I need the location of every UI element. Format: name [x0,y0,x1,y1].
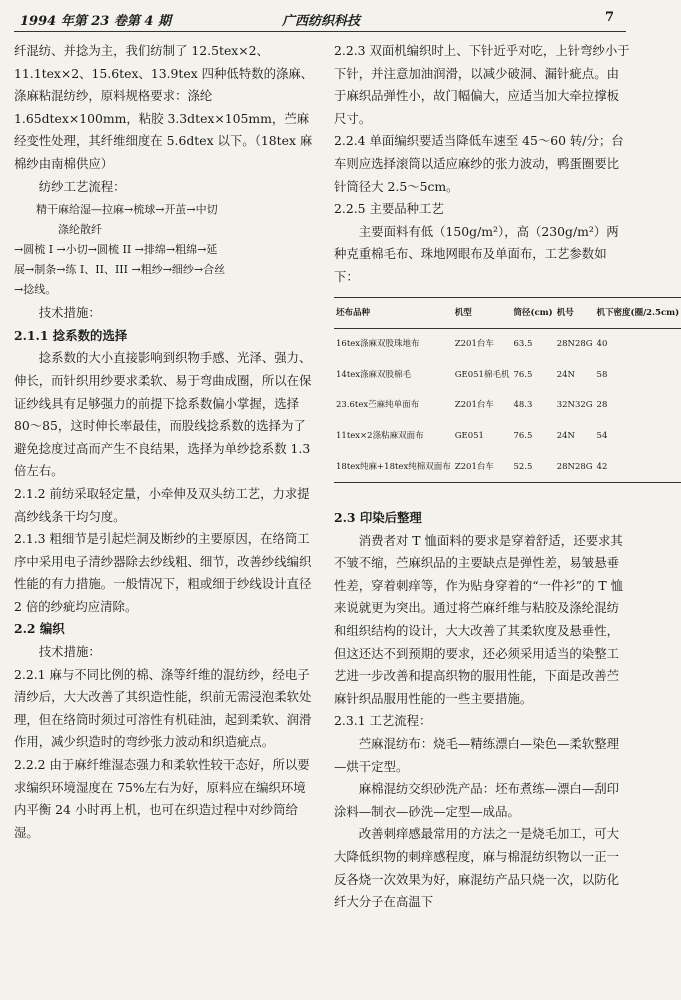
journal-title: 广西纺织科技 [282,14,361,29]
process-flow [14,200,316,300]
flow-line-5 [14,260,316,280]
flow-step: →圆梳 I →小切→圆梳 II →排绵→粗绵→延 [14,243,218,257]
header-rule [14,31,626,32]
section-heading: 2.3 印染后整理 [334,510,422,526]
table-header-cell: 机型 [454,307,472,318]
table-cell: 28N28G [556,461,593,472]
paragraph: 2.2.1 麻与不同比例的棉、涤等纤维的混纺纱，经电子清纱后，大大改善了其织造性能，织前无需浸泡柔软处理，但在络筒时须过可溶性有机硅油，起到柔软、润滑作用，减少织造时的弯纱张力波动和织造疵点。 [14,666,312,750]
left-paragraphs-continued [14,302,316,844]
table-cell: 24N [556,369,575,380]
paragraph: 2.2.4 单面编织要适当降低车速至 45～60 转/分；台车则应选择滚筒以适应麻纱的张力波动，鸭蛋圈要比针筒径大 2.5～5cm。 [334,133,624,194]
table-row [334,421,681,452]
table-cell: 52.5 [513,461,533,472]
paragraph: 2.1.3 粗细节是引起烂洞及断纱的主要原因，在络筒工序中采用电子清纱器除去纱线粗、细节，改善纱线编织性能的有力措施。一般情况下，粗或细于纱线设计直径 2 倍的纱疵均应清除。 [14,531,312,614]
paragraph: 2.2.2 由于麻纤维湿态强力和柔软性较干态好，所以要求编织环境湿度在 75%左右为好，原料应在编织环境内平衡 24 小时再上机，也可在织造过程中对纱筒给湿。 [14,757,310,840]
spacer [334,493,630,507]
table-cell: 48.3 [513,400,533,411]
paragraph: 2.2.3 双面机编织时上、下针近乎对吃，上针弯纱小于下针，并注意加油润滑，以减少破洞、漏针疵点。由于麻织品弹性小，故门幅偏大，应适当加大牵拉撑板尺寸。 [334,43,630,126]
flow-line-4 [14,240,316,260]
right-column [334,40,680,914]
table-header-cell: 机号 [556,307,574,318]
page-number: 7 [604,10,614,25]
section-heading: 2.2 编织 [14,621,65,637]
paragraph: 纺纱工艺流程： [38,178,126,194]
flow-step: 精干麻给湿—拉麻 [36,203,124,217]
flow-step: 展→制条→练 I、II、III →粗纱→细纱→合丝 [14,263,226,277]
table-row [334,329,681,360]
table-header-cell: 机下密度(圈/2.5cm) [596,307,680,318]
left-column [14,40,316,844]
table-cell: 32N32G [556,400,593,411]
table-cell: 42 [596,461,608,472]
flow-step: →捻线。 [14,283,57,297]
right-paragraphs-continued [334,507,630,914]
table-cell: 23.6tex苎麻纯单面布 [336,400,420,411]
table-cell: 16tex涤麻双股珠地布 [336,339,420,350]
paragraph: 技术措施： [38,644,101,660]
table-cell: 18tex纯麻+18tex纯棉双面布 [336,461,451,472]
paragraph: 改善刺痒感最常用的方法之一是烧毛加工，可大大降低织物的刺痒感程度，麻与棉混纺织物以一正一反各烧一次效果为好，麻混纺产品只烧一次，以防化纤大分子在高温下 [334,826,619,910]
paragraph: 纤混纺、并捻为主，我们纺制了 12.5tex×2、11.1tex×2、15.6tex、13.9tex 四种低特数的涤麻、涤麻粘混纺纱，原料规格要求：涤纶 1.65dtex×100mm，粘胶 3.3dtex×105mm，苎麻经变性处理，其纤维细度在 5.6dtex 以下。（18tex 麻棉纱由南棉供应） [14,43,314,171]
paragraph: 主要面料有低（150g/m²），高（230g/m²）两种克重棉毛布、珠地网眼布及单面布，工艺参数如下： [334,223,619,284]
table-cell: 54 [596,430,608,441]
flow-line-3 [14,220,316,240]
flow-step: →梳球→开茧→中切 [124,203,218,217]
paragraph: 技术措施： [38,305,101,321]
table-cell: Z201台车 [454,400,494,411]
right-paragraphs [334,40,630,289]
table-cell: 14tex涤麻双股棉毛 [336,369,412,380]
table-header-cell: 坯布品种 [336,307,371,318]
table-cell: 63.5 [513,339,533,350]
table-cell: Z201台车 [454,461,494,472]
table-cell: GE051棉毛机 [454,369,510,380]
table-cell: Z201台车 [454,339,494,350]
page-header [14,8,626,30]
journal-issue: 1994 年第 23 卷第 4 期 [20,14,171,29]
paragraph: 2.3.1 工艺流程： [334,713,432,729]
paragraph: 消费者对 T 恤面料的要求是穿着舒适，还要求其不皱不缩，苎麻织品的主要缺点是弹性差，易皱悬垂性差，穿着刺痒等，作为贴身穿着的“一件衫”的 T 恤来说就更为突出。通过将苎麻纤维与粘胶及涤纶混纺和组织结构的设计，大大改善了其柔软度及悬垂性，但这还达不到预期的要求，还必须采用适当的染整工艺进一步改善和提高织物的服用性能，下面是改善苎麻针织品服用性能的一些主要措施。 [334,532,624,706]
left-paragraphs [14,40,316,198]
table-header-row [334,297,681,329]
table-cell: 76.5 [513,430,533,441]
flow-line-1 [14,200,316,220]
paragraph: 麻棉混纺交织砂洗产品：坯布煮练—漂白—刮印涂料—制衣—砂洗—定型—成品。 [334,781,619,819]
paragraph: 2.2.5 主要品种工艺 [334,201,444,217]
table-header-cell: 筒径(cm) [513,307,553,318]
table-cell: 40 [596,339,608,350]
table-body [334,329,681,483]
process-parameter-table [334,297,681,484]
section-heading: 2.1.1 捻系数的选择 [14,327,128,343]
table-cell: 76.5 [513,369,533,380]
paragraph: 苎麻混纺布：烧毛—精练漂白—染色—柔软整理—烘干定型。 [334,736,619,774]
table-row [334,452,681,483]
table-row [334,390,681,421]
table-cell: 28 [596,400,608,411]
flow-line-6 [14,280,316,300]
table-cell: 11tex×2涤粘麻双面布 [336,430,424,441]
flow-step: 涤纶散纤 [58,223,102,237]
table-cell: GE051 [454,430,484,441]
paragraph: 捻系数的大小直接影响到织物手感、光泽、强力、伸长，而针织用纱要求柔软、易于弯曲成圈，所以在保证纱线具有足够强力的前提下捻系数偏小掌握，选择 80～85，这时伸长率最佳，而股线捻系数的选择为了避免捻度过高而产生不良结果，选择为单纱捻系数 1.3 倍左右。 [14,350,312,479]
table-cell: 58 [596,369,608,380]
table-cell: 28N28G [556,339,593,350]
paragraph: 2.1.2 前纺采取轻定量，小牵伸及双头纺工艺，力求提高纱线条干均匀度。 [14,485,310,524]
table-row [334,360,681,391]
table-cell: 24N [556,430,575,441]
